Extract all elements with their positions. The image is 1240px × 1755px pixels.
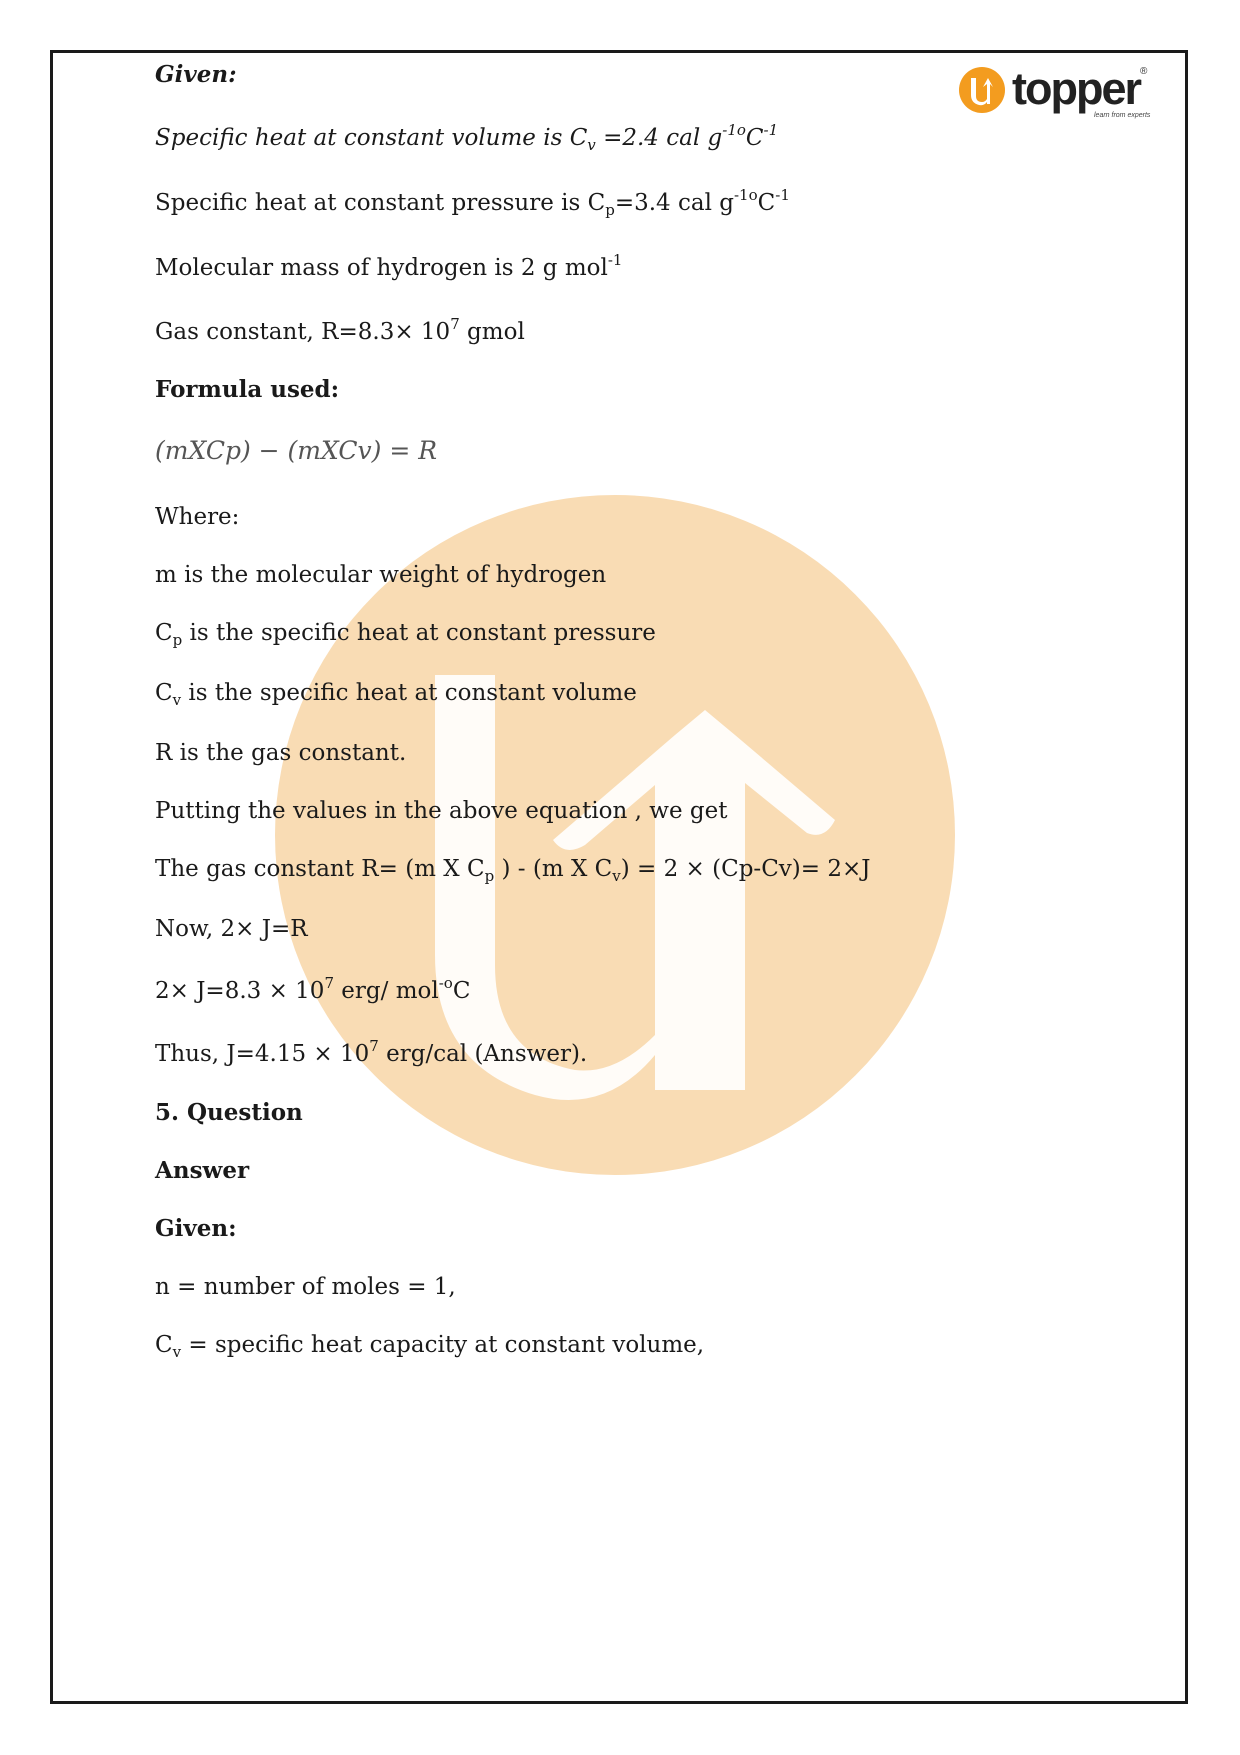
molecular-mass-given: Molecular mass of hydrogen is 2 g mol$^{-1}$ <box>155 251 623 281</box>
where-label: Where: <box>155 504 240 530</box>
utopper-logo[interactable] <box>958 62 1158 124</box>
cp-given: Specific heat at constant pressure is $C_p=3.4$ cal $g^{-1o}C^{-1}$ <box>155 186 790 219</box>
given-heading-2: Given: <box>155 1215 237 1242</box>
gas-constant-equation: The gas constant R= (m X $C_p$ ) - (m X $C_v) = 2 \times (Cp-Cv)= 2\times J$ <box>155 856 871 885</box>
cv-definition: $C_v$ is the specific heat at constant volume <box>155 680 637 709</box>
logo-registered-mark: ® <box>1140 66 1148 77</box>
now-equation: Now, 2× J=R <box>155 916 308 942</box>
question-5-heading: 5. Question <box>155 1099 303 1126</box>
given-heading: Given: <box>155 61 237 88</box>
logo-wordmark: topper <box>1012 63 1140 114</box>
n-definition: n = number of moles = 1, <box>155 1274 456 1300</box>
thus-answer: Thus, $J=4.15 \times 10^7$ erg/cal (Answer). <box>155 1037 588 1067</box>
j-equation: $2\times J=8.3 \times 10^7$ erg/ mol$^{-o}$C <box>155 974 471 1004</box>
putting-values: Putting the values in the above equation , we get <box>155 798 728 824</box>
cv-definition-2: $C_v$ = specific heat capacity at constant volume, <box>155 1332 705 1361</box>
formula-heading: Formula used: <box>155 376 340 403</box>
m-definition: m is the molecular weight of hydrogen <box>155 562 607 588</box>
cp-definition: $C_p$ is the specific heat at constant pressure <box>155 620 656 649</box>
logo-tagline: learn from experts <box>1094 112 1151 119</box>
answer-heading: Answer <box>155 1157 250 1184</box>
cv-given: Specific heat at constant volume is $C_v =2.4$ cal $g^{-1o}C^{-1}$ <box>155 121 779 154</box>
r-definition: R is the gas constant. <box>155 740 407 766</box>
gas-constant-given: Gas constant, $R=8.3\times 10^7$ gmol <box>155 315 525 345</box>
utopper-logo-icon <box>958 66 1006 114</box>
formula-equation: (mXCp) − (mXCv) = R <box>155 436 438 465</box>
